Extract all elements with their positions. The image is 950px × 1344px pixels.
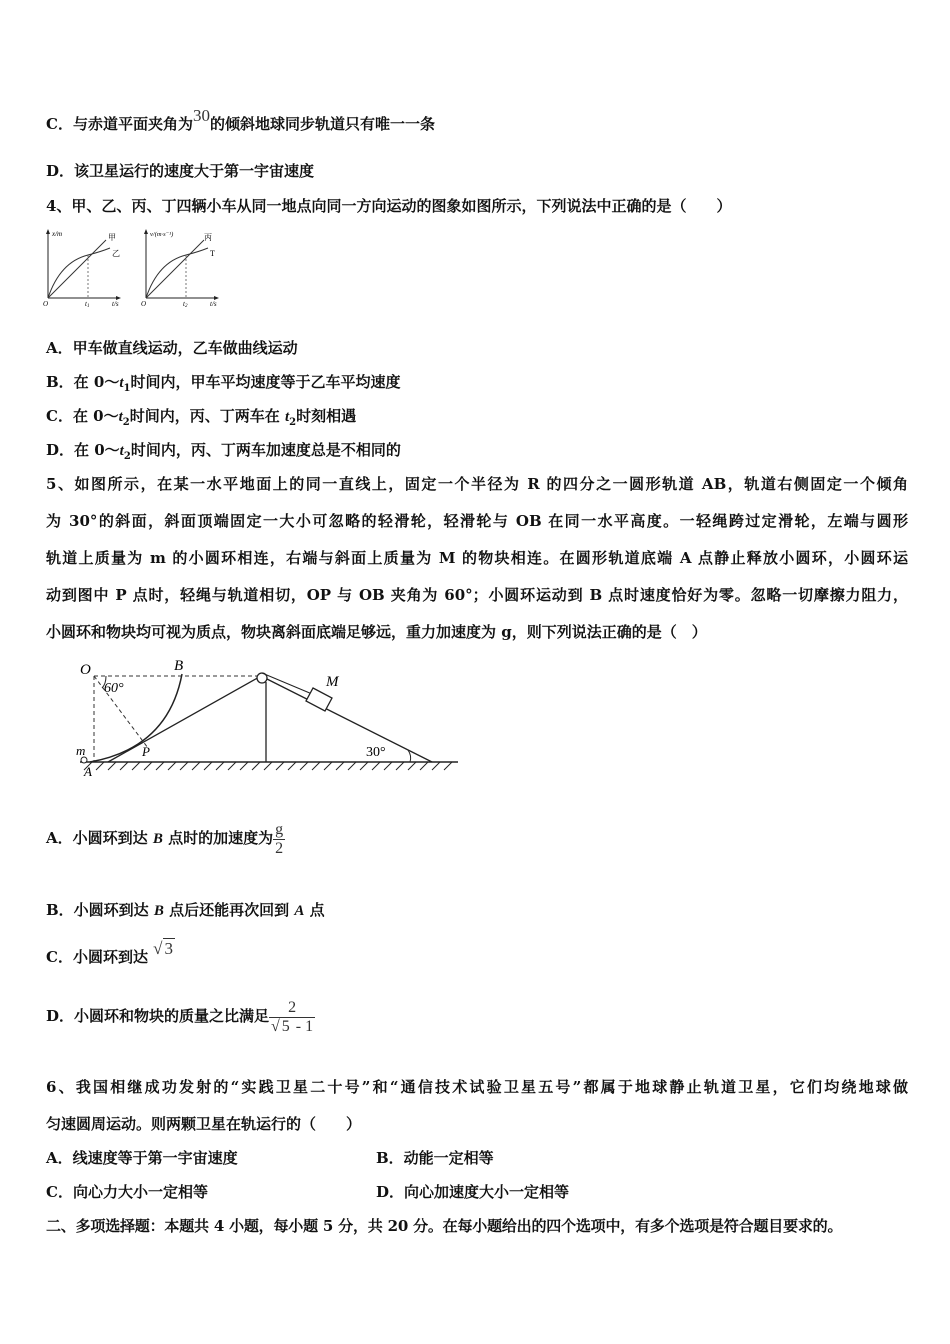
q6-option-b: B．动能一定相等 [376,1149,494,1167]
q6-option-c: C．向心力大小一定相等 [46,1183,208,1201]
q6-options-row-1 [46,1148,908,1168]
section-2-heading: 二、多项选择题：本题共 4 小题，每小题 5 分，共 20 分。在每小题给出的四个选项中，有多个选项是符合题目要求的。 [46,1217,843,1235]
q5-option-c: C．小圆环到达 √ 3 [46,939,174,966]
q4-graph2-curve-b: T [210,249,215,258]
q5-stem-row: 轨道上质量为 m 的小圆环相连，右端与斜面上质量为 M 的物块相连。在圆形轨道底端 A 点静止释放小圆环，小圆环运 [46,549,908,567]
q5-option-c-sqrt: √ 3 [153,939,174,958]
q4-graph2-ylabel: v/(m·s⁻¹) [150,231,174,238]
q6-stem [46,1069,908,1143]
q5-option-a-frac: $\frac{g}{2}$ [275,820,284,857]
q5-option-a: A．小圆环到达 B 点时的加速度为 $\frac{g}{2}$ [46,820,284,857]
q5-stem-row: 为 30°的斜面，斜面顶端固定一大小可忽略的轻滑轮，轻滑轮与 OB 在同一水平高度。一轻绳跨过定滑轮，左端与圆形 [46,512,908,530]
q5-stem [46,466,908,651]
q4-graph1-curve-b: 乙 [112,249,120,258]
q4-option-c: C．在 $0\sim t_2$时间内，丙、丁两车在 $t_2$时刻相遇 [46,407,357,428]
q4-graph2-origin: O [141,300,147,308]
q4-graph1-origin: O [43,300,49,308]
q5-option-b: B．小圆环到达 B 点后还能再次回到 A 点 [46,901,325,919]
q4-option-a: A．甲车做直线运动，乙车做曲线运动 [46,339,298,357]
q3-option-c-angle: 30 [192,106,210,125]
q5-stem-row: 动到图中 P 点时，轻绳与轨道相切，OP 与 OB 夹角为 60°；小圆环运动到 B 点时速度恰好为零。忽略一切摩擦力阻力， [46,586,908,604]
q4-graph1-tick: t1 [85,300,90,309]
q6-stem-row: 6、我国相继成功发射的“实践卫星二十号”和“通信技术试验卫星五号”都属于地球静止轨道卫星，它们均绕地球做 [46,1078,908,1096]
q5-stem-row: 小圆环和物块均可视为质点，物块离斜面底端足够远，重力加速度为 g，则下列说法正确的是（ ） [46,623,707,641]
q5-label-M: M [326,674,339,690]
q4-graph-xt [43,229,121,309]
q5-option-d-frac: $\frac{2}{√ 5 - 1}$ [271,998,314,1035]
q4-graph2-tick: t2 [183,300,188,309]
q5-label-60: 60° [104,681,124,696]
q4-option-d: D．在 $0\sim t_2$时间内，丙、丁两车加速度总是不相同的 [46,441,401,462]
q5-label-A: A [84,764,92,779]
q5-label-30: 30° [366,745,386,760]
q5-figure [70,652,465,782]
q5-option-d: D．小圆环和物块的质量之比满足 $\frac{2}{√ 5 - 1}$ [46,998,314,1035]
q4-graph1-xlabel: t/s [112,300,119,308]
q5-label-m: m [76,743,86,758]
q6-stem-row: 匀速圆周运动。则两颗卫星在轨运行的（ ） [46,1115,362,1133]
q3-option-d: D．该卫星运行的速度大于第一宇宙速度 [46,162,315,180]
q4-graph1-curve-a: 甲 [108,233,116,242]
q5-label-P: P [142,744,150,759]
q4-stem: 4、甲、乙、丙、丁四辆小车从同一地点向同一方向运动的图象如图所示，下列说法中正确的是（ ） [46,197,732,215]
q6-options-row-2 [46,1182,908,1202]
q6-option-d: D．向心加速度大小一定相等 [376,1183,570,1201]
q5-label-B: B [174,658,184,674]
q4-graph2-xlabel: t/s [210,300,217,308]
q4-graph2-curve-a: 丙 [204,233,212,242]
q3-option-c [46,106,435,134]
q5-stem-row: 5、如图所示，在某一水平地面上的同一直线上，固定一个半径为 R 的四分之一圆形轨道 AB，轨道右侧固定一个倾角 [46,475,908,493]
q4-option-b: B．在 $0\sim t_1$时间内，甲车平均速度等于乙车平均速度 [46,373,401,394]
q3-option-c-post: 的倾斜地球同步轨道只有唯一一条 [209,115,435,133]
q6-option-a: A．线速度等于第一宇宙速度 [46,1149,238,1167]
q3-option-c-pre: C．与赤道平面夹角为 [46,115,193,133]
q5-label-O: O [80,662,91,678]
q4-graphs [40,226,240,310]
q4-graph-vt [141,229,219,309]
q4-graph1-ylabel: x/m [52,230,63,238]
